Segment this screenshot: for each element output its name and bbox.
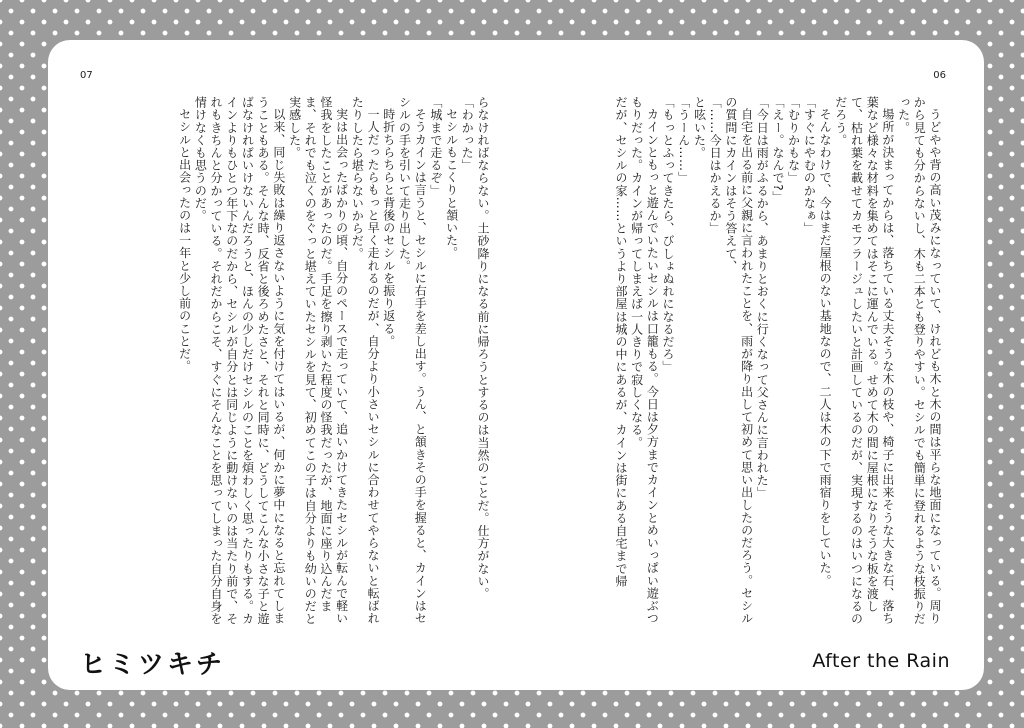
title-logo: ヒミツキチ	[80, 650, 226, 680]
paragraph: 時折ちらちらと背後のセシルを振り返る。	[381, 108, 396, 348]
series-logo: After the Rain	[812, 650, 950, 672]
paragraph: 以来、同じ失敗は繰り返さないように気を付けてはいるが、何かに夢中になると忘れてしまうこともある。そんな時、反省と後ろめたさと、それと同時に、どうしてこんな小さな子と遊ばなければいけないんだろうと、ほんの少しだけセシルのことを煩わしく思ったりもする。カインよりもひとつ年下なのだから、セシルが自分とは同じように動けないのは当たり前で、それもきちんと分かっている。それだからこそ、すぐにそんなことを思ってしまった自分自身を情けなくも思うのだ。	[193, 96, 286, 626]
dialogue-line: 「城まで走るぞ」	[428, 96, 443, 197]
paragraph: そんなわけで、今はまだ屋根のない基地なので、二人は木の下で雨宿りをしていた。	[818, 108, 833, 587]
dialogue-line: 「すぐにやむのかなぁ」	[802, 96, 817, 235]
paragraph: らなければならない。土砂降りになる前に帰ろうとするのは当然のことだ。仕方がない。	[476, 96, 490, 600]
paragraph: 場所が決まってからは、落ちている丈夫そうな木の枝や、椅子に出来そうな大きな石、落ち葉など様々な材料を集めてはそこに運んでいる。せめて木の間に屋根になりそうな板を渡して、枯れ葉を載せてカモフラージュしたいと計画しているのだが、実現するのはいつになるのだろう。	[833, 96, 895, 626]
paragraph: セシルもこくりと頷いた。	[444, 108, 459, 260]
paragraph: うどやや背の高い茂みになっていて、けれども木と木の間は平らな地面になっている。周りから見ても分からないし、木も二本とも登りやすい。セシルでも簡単に登れるような枝振りだった。	[896, 96, 942, 626]
paragraph: 自宅を出る前に父親に言われたことを、雨が降り出して初めて思い出したのだろう。セシルの質問にカインはそう答えて、	[723, 96, 754, 625]
page-number-right: 06	[933, 70, 946, 81]
dialogue-line: 「……今日はかえるか」	[708, 96, 723, 235]
paragraph: 実は出会ったばかりの頃、自分のペースで走っていて、追いかけてきたセシルが転んで軽い怪我をしたことがあったのだ。手足を擦り剥いた程度の怪我だったが、地面に座り込んだまま、それでも泣くのをぐっと堪えていたセシルを見て、初めてこの子は自分よりも幼いのだと実感した。	[287, 96, 349, 626]
paragraph: 一人だったらもっと早く走れるのだが、自分より小さいセシルに合わせてやらないと転ばれたりしたら堪らないからだ。	[350, 96, 381, 625]
dialogue-line: 「今日は雨がふるから、あまりとおくに行くなって父さんに言われた」	[755, 96, 770, 500]
dialogue-line: 「むりかもな」	[786, 96, 801, 185]
paragraph: セシルと出会ったのは一年と少し前のことだ。	[177, 108, 192, 373]
dialogue-line: 「えー。なんで?」	[770, 96, 785, 204]
right-page-text	[532, 96, 942, 626]
left-page-text	[80, 96, 490, 626]
paragraph: だが、セシルの家……というより部屋は城の中にあるが、カインは街にある自宅まで帰	[613, 96, 628, 588]
dialogue-line: 「もっとふってきたら、びしょぬれになるだろ」	[661, 96, 676, 374]
paragraph: そうカインは言うと、セシルに右手を差し出す。うん、と頷きその手を握ると、カインはセシルの手を引いて走り出した。	[397, 96, 428, 625]
paragraph: と呟いた。	[692, 96, 707, 159]
paragraph: カインともっと遊んでいたいセシルは口籠もる。今日は夕方までカインとめいっぱい遊ぶつもりだった。カインが帰ってしまえば一人きりで寂しくなる。	[629, 96, 660, 625]
book-spread	[48, 40, 984, 690]
dialogue-line: 「わかった」	[460, 96, 475, 172]
page-number-left: 07	[80, 70, 93, 81]
dialogue-line: 「うーん……」	[676, 96, 691, 185]
